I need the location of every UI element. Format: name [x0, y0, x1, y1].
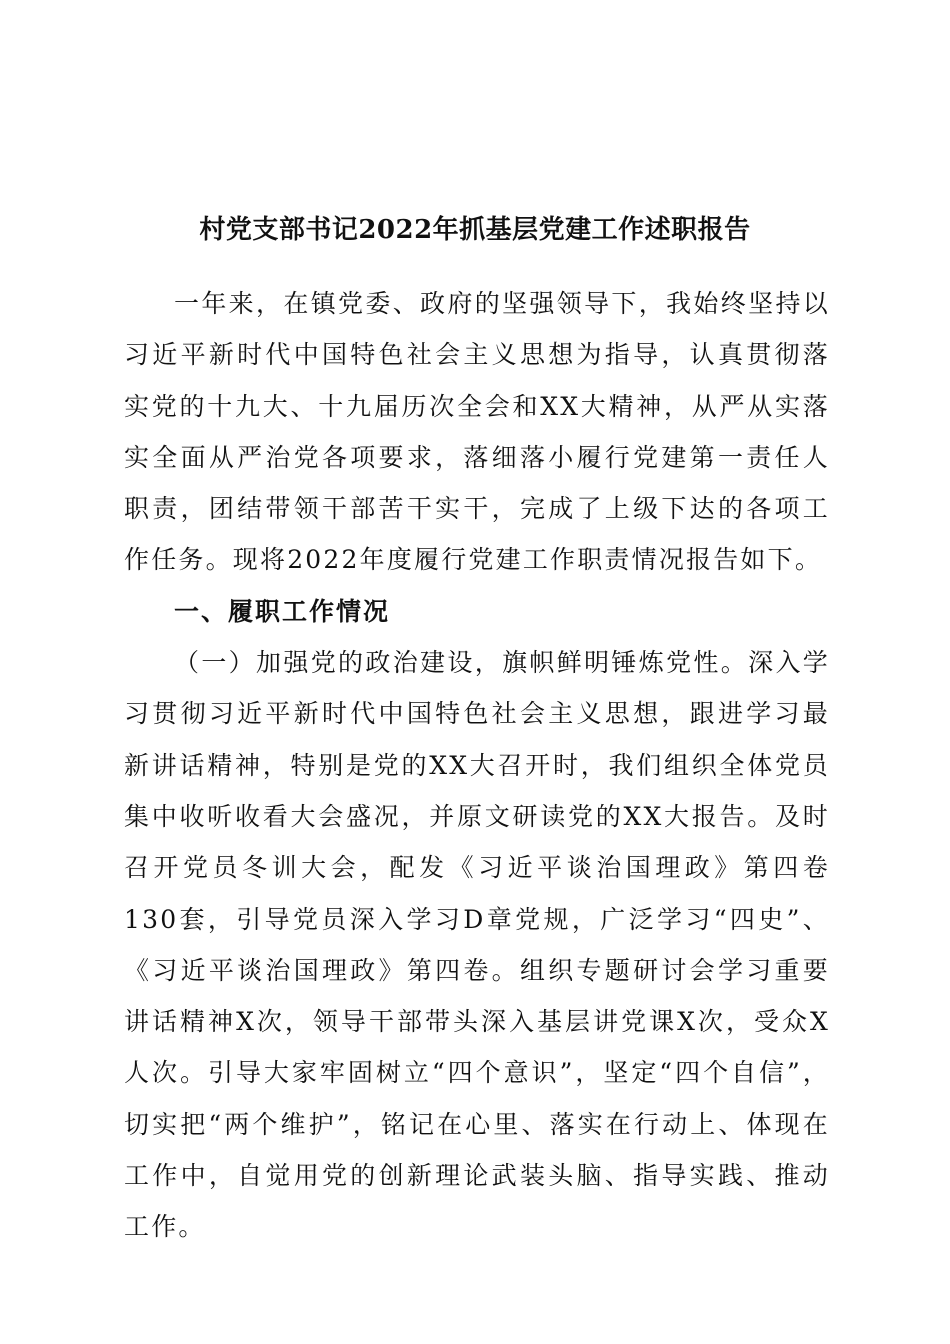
document-title: 村党支部书记2022年抓基层党建工作述职报告 — [199, 215, 751, 245]
document-body — [124, 278, 830, 1253]
intro-paragraph: 一年来，在镇党委、政府的坚强领导下，我始终坚持以习近平新时代中国特色社会主义思想为指导，认真贯彻落实党的十九大、十九届历次全会和XX大精神，从严从实落实全面从严治党各项要求，落细落小履行党建第一责任人职责，团结带领干部苦干实干，完成了上级下达的各项工作任务。现将2022年度履行党建工作职责情况报告如下。 — [124, 289, 830, 575]
section-heading-performance: 一、履职工作情况 — [174, 596, 391, 626]
political-construction-paragraph: （一）加强党的政治建设，旗帜鲜明锤炼党性。深入学习贯彻习近平新时代中国特色社会主义思想，跟进学习最新讲话精神，特别是党的XX大召开时，我们组织全体党员集中收听收看大会盛况，并原文研读党的XX大报告。及时召开党员冬训大会，配发《习近平谈治国理政》第四卷130套，引导党员深入学习D章党规，广泛学习“四史”、《习近平谈治国理政》第四卷。组织专题研讨会学习重要讲话精神X次，领导干部带头深入基层讲党课X次，受众X人次。引导大家牢固树立“四个意识”，坚定“四个自信”，切实把“两个维护”，铭记在心里、落实在行动上、体现在工作中，自觉用党的创新理论武装头脑、指导实践、推动工作。 — [124, 648, 830, 1242]
